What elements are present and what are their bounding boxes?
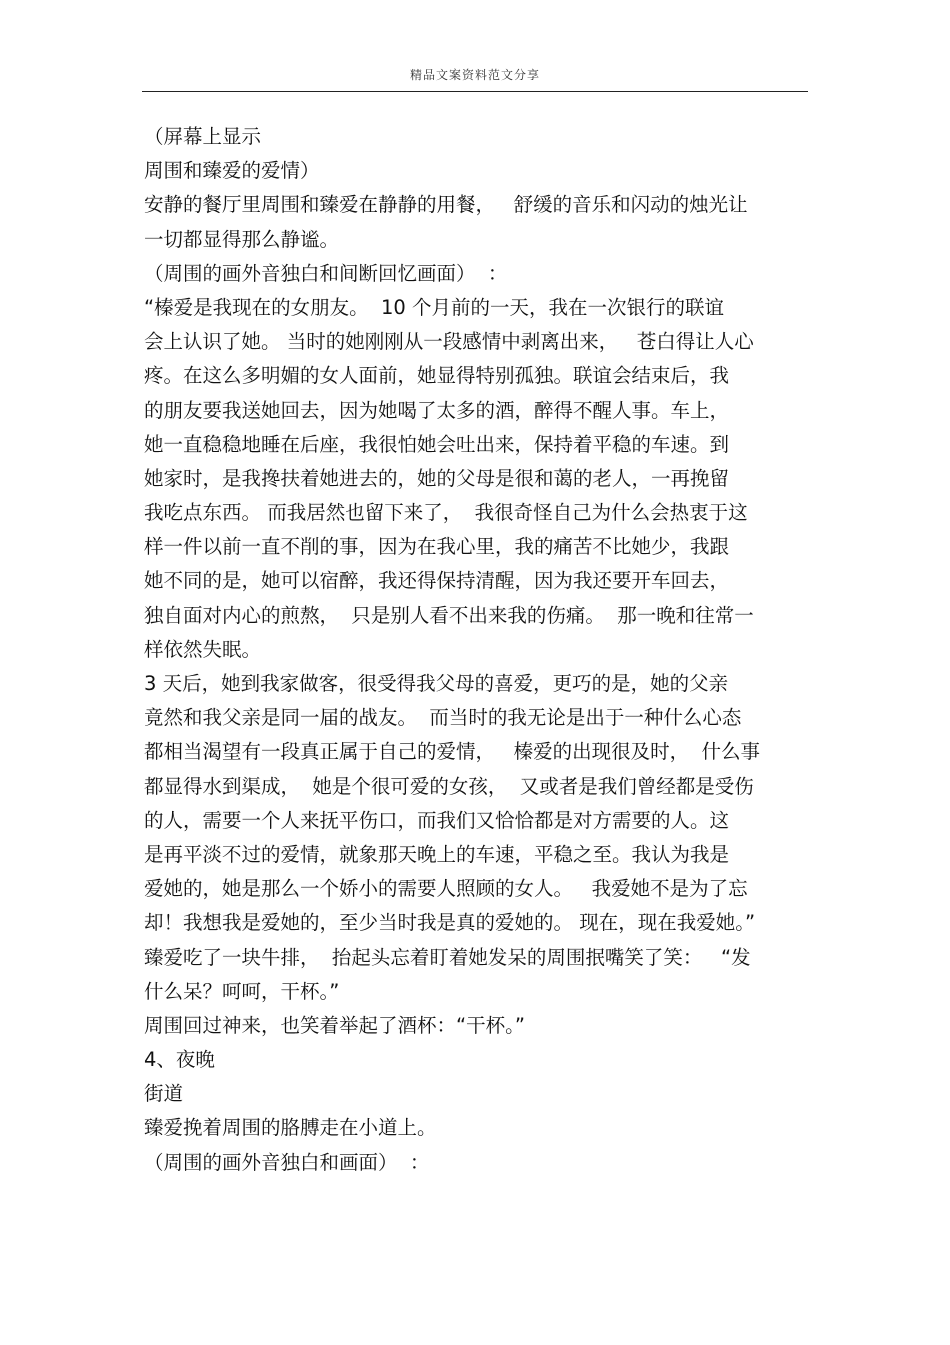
text-line: 她一直稳稳地睡在后座，我很怕她会吐出来，保持着平稳的车速。到: [144, 432, 730, 456]
text-line: 什么呆？呵呵，干杯。”: [144, 979, 340, 1003]
text-line: （周围的画外音独白和画面） ：: [144, 1150, 430, 1174]
page-header: 精品文案资料范文分享: [409, 68, 540, 82]
text-line: 周围回过神来，也笑着举起了酒杯：“干杯。”: [144, 1013, 525, 1037]
text-line: 周围和臻爱的爱情）: [144, 159, 320, 183]
text-line: 安静的餐厅里周围和臻爱在静静的用餐， 舒缓的音乐和闪动的烛光让: [144, 193, 748, 217]
text-line: 是再平淡不过的爱情，就象那天晚上的车速，平稳之至。我认为我是: [144, 842, 730, 866]
text-line: 样一件以前一直不削的事，因为在我心里，我的痛苦不比她少，我跟: [144, 535, 730, 559]
text-line: 我吃点东西。 而我居然也留下来了， 我很奇怪自己为什么会热衷于这: [144, 501, 748, 525]
text-line: 她不同的是，她可以宿醉，我还得保持清醒，因为我还要开车回去，: [144, 569, 730, 593]
text-line: 样依然失眠。: [144, 637, 262, 661]
header-divider: [142, 91, 808, 92]
text-line: （周围的画外音独白和间断回忆画面） ：: [144, 261, 508, 285]
text-line: 都显得水到渠成， 她是个很可爱的女孩， 又或者是我们曾经都是受伤: [144, 774, 754, 798]
text-line: （屏幕上显示: [144, 125, 262, 148]
text-line: 都相当渴望有一段真正属于自己的爱情， 榛爱的出现很及时， 什么事: [144, 740, 760, 764]
text-line: “榛爱是我现在的女朋友。 10 个月前的一天，我在一次银行的联谊: [144, 295, 725, 319]
text-line: 疼。在这么多明媚的女人面前，她显得特别孤独。联谊会结束后，我: [144, 364, 730, 388]
text-line: 却！我想我是爱她的，至少当时我是真的爱她的。 现在，现在我爱她。”: [144, 911, 756, 935]
text-line: 独自面对内心的煎熬， 只是别人看不出来我的伤痛。 那一晚和往常一: [144, 603, 754, 627]
text-line: 臻爱吃了一块牛排， 抬起头忘着盯着她发呆的周围抿嘴笑了笑： “发: [144, 945, 751, 969]
text-line: 的人，需要一个人来抚平伤口，而我们又恰恰都是对方需要的人。这: [144, 808, 730, 832]
text-line: 臻爱挽着周围的胳膊走在小道上。: [144, 1116, 437, 1140]
text-line: 会上认识了她。 当时的她刚刚从一段感情中剥离出来， 苍白得让人心: [144, 330, 754, 354]
text-line: 竟然和我父亲是同一届的战友。 而当时的我无论是出于一种什么心态: [144, 706, 742, 730]
text-line: 街道: [144, 1082, 184, 1106]
text-line: 一切都显得那么静谧。: [144, 227, 340, 251]
text-line: 爱她的，她是那么一个娇小的需要人照顾的女人。 我爱她不是为了忘: [144, 877, 748, 901]
text-line: 3 天后，她到我家做客，很受得我父母的喜爱，更巧的是，她的父亲: [144, 672, 729, 695]
text-line: 的朋友要我送她回去，因为她喝了太多的酒，醉得不醒人事。车上，: [144, 398, 730, 422]
text-line: 她家时，是我搀扶着她进去的，她的父母是很和蔼的老人，一再挽留: [144, 466, 730, 490]
text-line: 4、夜晚: [144, 1048, 215, 1072]
document-body: [144, 120, 814, 1180]
